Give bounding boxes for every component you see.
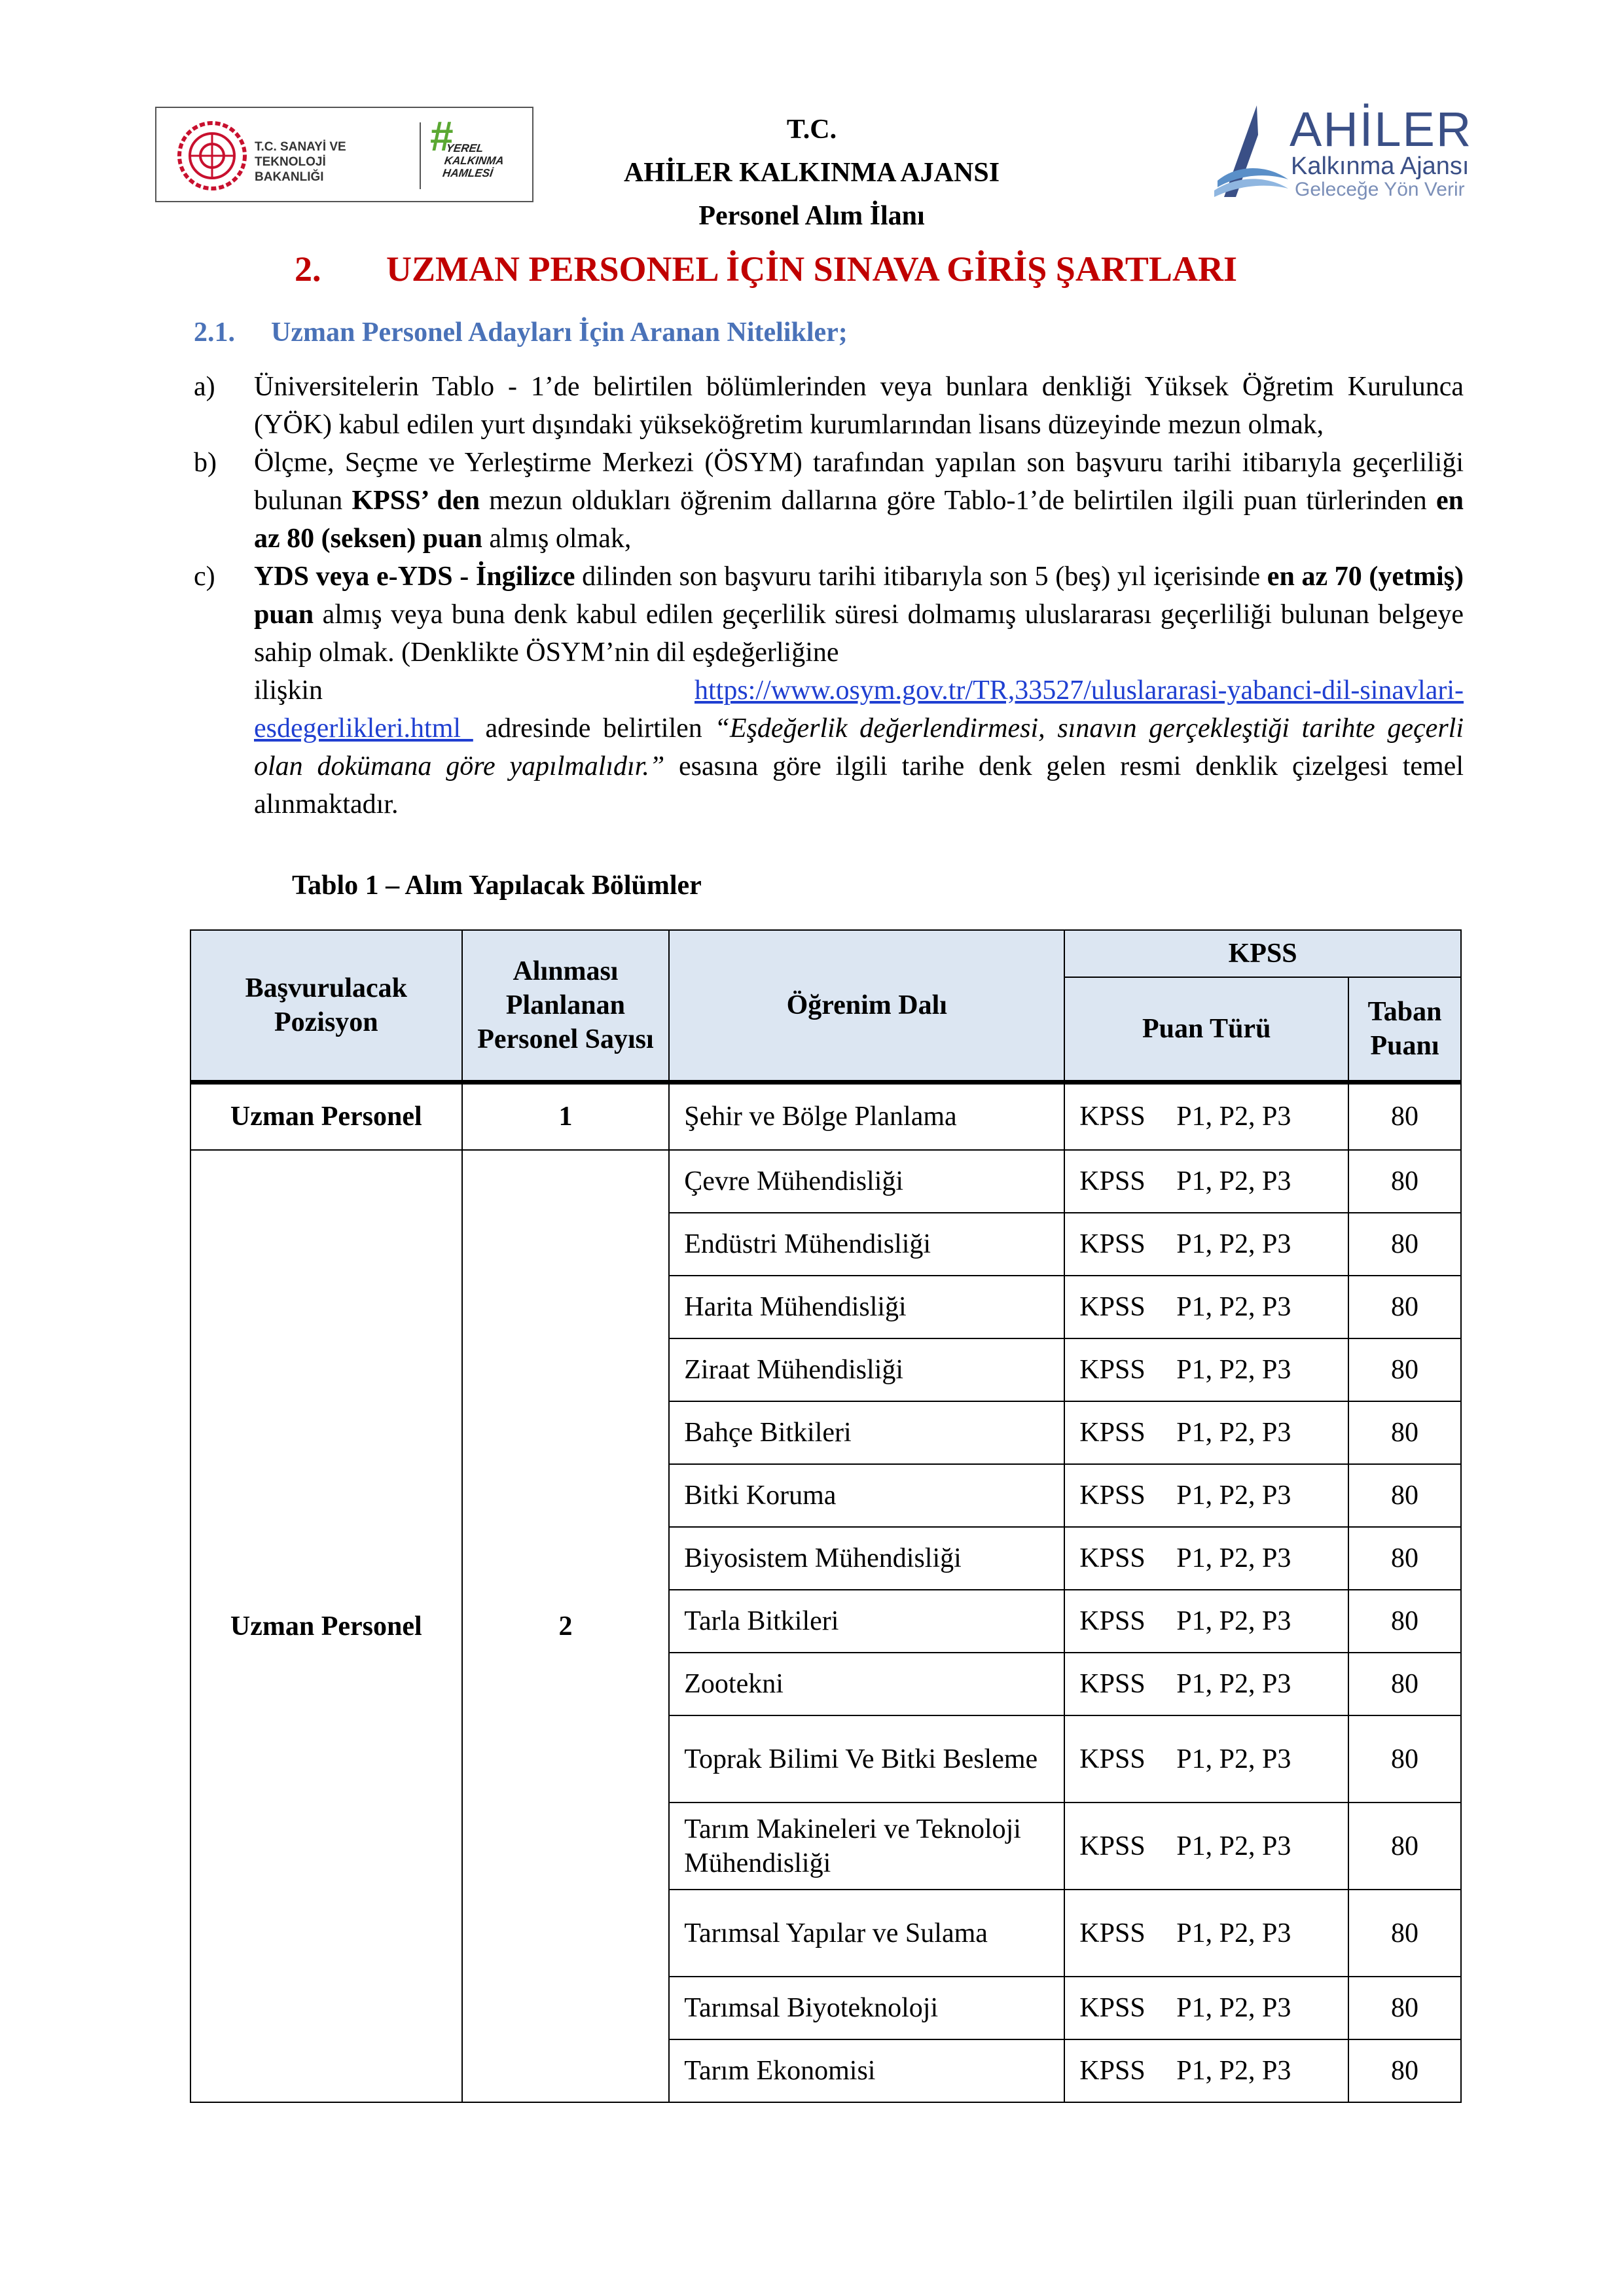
header-field: Öğrenim Dalı (669, 930, 1064, 1082)
cell-score-type (1064, 1527, 1348, 1590)
cell-base-score: 80 (1348, 1890, 1461, 1977)
cell-score-type (1064, 1715, 1348, 1803)
table-row (190, 1150, 1461, 1213)
cell-base-score: 80 (1348, 1715, 1461, 1803)
cell-exam: KPSS (1079, 2056, 1146, 2086)
cell-field: Bahçe Bitkileri (669, 1401, 1064, 1464)
cell-field: Harita Mühendisliği (669, 1276, 1064, 1338)
requirement-text: Ölçme, Seçme ve Yerleştirme Merkezi (ÖSYM) tarafından yapılan son başvuru tarihi itibarıyla geçerliliği bulunan (254, 448, 1464, 516)
agency-logo-name: AHİLER (1290, 102, 1473, 156)
cell-field: Biyosistem Mühendisliği (669, 1527, 1064, 1590)
cell-score-type (1064, 1401, 1348, 1464)
cell-types: P1, P2, P3 (1176, 1292, 1291, 1322)
cell-score-type (1064, 1890, 1348, 1977)
requirement-text: mezun oldukları öğrenim dallarına göre Tablo-1’de belirtilen ilgili puan türlerinden (479, 486, 1436, 516)
requirement-text: dilinden son başvuru tarihi itibarıyla son 5 (beş) yıl içerisinde (575, 562, 1267, 592)
requirement-a (194, 368, 1464, 444)
ministry-logo-text: T.C. SANAYİ VE TEKNOLOJİ BAKANLIĞI (255, 140, 346, 184)
table-caption: Tablo 1 – Alım Yapılacak Bölümler (292, 870, 702, 901)
requirement-bold: en az 80 (seksen) puan (254, 486, 1464, 554)
osym-link-continuation[interactable]: esdegerlikleri.html (254, 713, 473, 744)
document-header (533, 108, 1090, 238)
cell-base-score: 80 (1348, 2039, 1461, 2102)
cell-exam: KPSS (1079, 1292, 1146, 1322)
cell-position: Uzman Personel (190, 1150, 462, 2102)
cell-base-score: 80 (1348, 1464, 1461, 1527)
agency-logo (1211, 98, 1486, 203)
cell-score-type (1064, 1653, 1348, 1715)
cell-score-type (1064, 1803, 1348, 1890)
cell-field: Bitki Koruma (669, 1464, 1064, 1527)
requirement-text: almış olmak, (482, 524, 632, 554)
header-line-announcement: Personel Alım İlanı (698, 201, 925, 231)
cell-exam: KPSS (1079, 1418, 1146, 1448)
cell-types: P1, P2, P3 (1176, 1744, 1291, 1774)
cell-exam: KPSS (1079, 1229, 1146, 1259)
section-title-text: UZMAN PERSONEL İÇİN SINAVA GİRİŞ ŞARTLARI (386, 249, 1237, 289)
cell-exam: KPSS (1079, 1993, 1146, 2023)
cell-types: P1, P2, P3 (1176, 1993, 1291, 2023)
departments-table (190, 929, 1462, 2103)
header-base-score: Taban Puanı (1348, 977, 1461, 1082)
cell-field: Zootekni (669, 1653, 1064, 1715)
cell-exam: KPSS (1079, 1102, 1146, 1132)
cell-score-type (1064, 1590, 1348, 1653)
cell-types: P1, P2, P3 (1176, 1606, 1291, 1636)
cell-score-type (1064, 1150, 1348, 1213)
cell-field: Endüstri Mühendisliği (669, 1213, 1064, 1276)
cell-base-score: 80 (1348, 1590, 1461, 1653)
requirement-b (194, 444, 1464, 558)
header-count: Alınması Planlanan Personel Sayısı (462, 930, 670, 1082)
cell-exam: KPSS (1079, 1355, 1146, 1385)
subsection-number: 2.1. (194, 317, 235, 348)
requirement-marker: b) (194, 448, 217, 478)
cell-base-score: 80 (1348, 1150, 1461, 1213)
cell-base-score: 80 (1348, 1977, 1461, 2039)
cell-exam: KPSS (1079, 1606, 1146, 1636)
cell-score-type (1064, 1977, 1348, 2039)
cell-types: P1, P2, P3 (1176, 1480, 1291, 1511)
requirement-text: almış veya buna denk kabul edilen geçerlilik süresi dolmamış uluslararası geçerliliği bulunan belgeye sahip olmak. (Denklikte ÖSYM’nin dil eşdeğerliğine (254, 600, 1464, 668)
cell-types: P1, P2, P3 (1176, 2056, 1291, 2086)
table-row (190, 1082, 1461, 1150)
campaign-logo-text: YEREL KALKINMA HAMLESİ (441, 142, 505, 179)
cell-base-score: 80 (1348, 1653, 1461, 1715)
cell-types: P1, P2, P3 (1176, 1418, 1291, 1448)
requirement-text: ilişkin (254, 675, 323, 706)
requirement-bold: YDS veya e-YDS - İngilizce (254, 562, 575, 592)
hashtag-icon: # (430, 113, 454, 160)
cell-base-score: 80 (1348, 1213, 1461, 1276)
ministry-logo-box (155, 107, 533, 202)
cell-score-type (1064, 1338, 1348, 1401)
cell-exam: KPSS (1079, 1543, 1146, 1573)
section-title (295, 247, 1237, 291)
header-score-type: Puan Türü (1064, 977, 1348, 1082)
header-position: Başvurulacak Pozisyon (190, 930, 462, 1082)
requirement-bold: KPSS’ den (352, 486, 480, 516)
requirement-text: adresinde belirtilen (473, 713, 715, 744)
ministry-seal-icon (176, 120, 248, 192)
cell-score-type (1064, 1213, 1348, 1276)
cell-exam: KPSS (1079, 1831, 1146, 1861)
cell-types: P1, P2, P3 (1176, 1918, 1291, 1948)
cell-types: P1, P2, P3 (1176, 1166, 1291, 1196)
agency-logo-slogan: Geleceğe Yön Verir (1295, 179, 1465, 200)
cell-base-score: 80 (1348, 1338, 1461, 1401)
cell-exam: KPSS (1079, 1480, 1146, 1511)
agency-logo-icon (1211, 102, 1290, 200)
cell-types: P1, P2, P3 (1176, 1102, 1291, 1132)
agency-logo-subtitle: Kalkınma Ajansı (1291, 152, 1470, 180)
cell-score-type (1064, 1276, 1348, 1338)
cell-base-score: 80 (1348, 1082, 1461, 1150)
cell-count: 2 (462, 1150, 670, 2102)
cell-count: 1 (462, 1082, 670, 1150)
cell-field: Tarım Makineleri ve Teknoloji Mühendisliği (669, 1803, 1064, 1890)
cell-field: Tarımsal Biyoteknoloji (669, 1977, 1064, 2039)
cell-field: Tarımsal Yapılar ve Sulama (669, 1890, 1064, 1977)
requirement-c (194, 558, 1464, 823)
cell-base-score: 80 (1348, 1527, 1461, 1590)
requirements-list (194, 368, 1464, 823)
subsection-title-text: Uzman Personel Adayları İçin Aranan Nitelikler; (271, 317, 848, 348)
cell-types: P1, P2, P3 (1176, 1543, 1291, 1573)
cell-field: Tarla Bitkileri (669, 1590, 1064, 1653)
table-body (190, 1082, 1461, 2102)
cell-exam: KPSS (1079, 1744, 1146, 1774)
cell-field: Toprak Bilimi Ve Bitki Besleme (669, 1715, 1064, 1803)
cell-exam: KPSS (1079, 1166, 1146, 1196)
requirement-quote: “Eşdeğerlik değerlendirmesi, sınavın gerçekleştiği tarihte geçerli olan dokümana göre yapılmalıdır.” (254, 713, 1464, 781)
cell-exam: KPSS (1079, 1918, 1146, 1948)
cell-field: Şehir ve Bölge Planlama (669, 1082, 1064, 1150)
requirement-text: Üniversitelerin Tablo - 1’de belirtilen bölümlerinden veya bunlara denkliği Yüksek Öğretim Kurulunca (YÖK) kabul edilen yurt dışındaki yükseköğretim kurumlarından lisans düzeyinde mezun olmak, (254, 372, 1464, 440)
cell-score-type (1064, 1464, 1348, 1527)
link-line (254, 672, 1464, 709)
requirement-marker: c) (194, 562, 215, 592)
cell-field: Çevre Mühendisliği (669, 1150, 1064, 1213)
requirement-bold: en az 70 (yetmiş) puan (254, 562, 1464, 630)
subsection-title (194, 314, 848, 351)
cell-base-score: 80 (1348, 1401, 1461, 1464)
cell-score-type (1064, 1082, 1348, 1150)
cell-score-type (1064, 2039, 1348, 2102)
cell-types: P1, P2, P3 (1176, 1229, 1291, 1259)
cell-exam: KPSS (1079, 1669, 1146, 1699)
requirement-text: esasına göre ilgili tarihe denk gelen resmi denklik çizelgesi temel alınmaktadır. (254, 751, 1464, 819)
cell-position: Uzman Personel (190, 1082, 462, 1150)
header-line-tc: T.C. (786, 115, 837, 145)
cell-base-score: 80 (1348, 1276, 1461, 1338)
cell-types: P1, P2, P3 (1176, 1355, 1291, 1385)
header-kpss: KPSS (1064, 930, 1461, 977)
logo-divider (420, 122, 421, 189)
cell-types: P1, P2, P3 (1176, 1831, 1291, 1861)
osym-link[interactable]: https://www.osym.gov.tr/TR,33527/uluslararasi-yabanci-dil-sinavlari- (695, 675, 1464, 706)
cell-field: Tarım Ekonomisi (669, 2039, 1064, 2102)
cell-field: Ziraat Mühendisliği (669, 1338, 1064, 1401)
header-line-agency: AHİLER KALKINMA AJANSI (623, 158, 1000, 188)
cell-types: P1, P2, P3 (1176, 1669, 1291, 1699)
cell-base-score: 80 (1348, 1803, 1461, 1890)
section-number: 2. (295, 249, 321, 289)
requirement-marker: a) (194, 372, 215, 402)
